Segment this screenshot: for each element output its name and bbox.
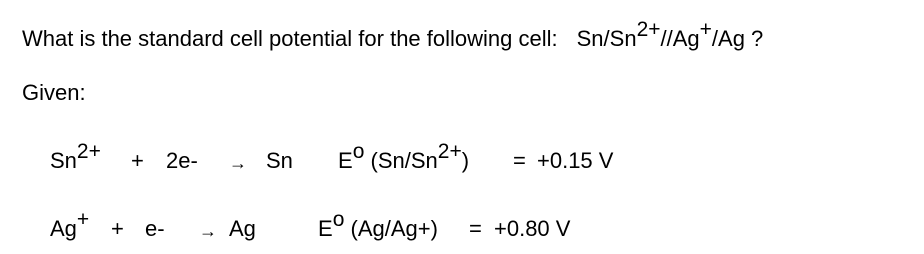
question-line (22, 18, 764, 52)
reactant-species: Sn (50, 148, 77, 173)
e-symbol: E (318, 216, 333, 241)
question-text: What is the standard cell potential for the following cell: (22, 26, 558, 51)
cell-end: /Ag ? (711, 26, 764, 51)
cell-separator: //Ag (660, 26, 700, 51)
e-symbol: E (338, 148, 353, 173)
electrons: e- (145, 216, 165, 241)
reaction-arrow: → (199, 221, 217, 241)
couple-open: (Sn/Sn (370, 148, 438, 173)
standard-potential-label (318, 208, 438, 242)
couple-close: ) (461, 148, 470, 173)
potential-value: +0.80 V (494, 216, 571, 241)
half-reaction-ag (0, 208, 924, 242)
reactant-species: Ag (50, 216, 77, 241)
degree-symbol: o (332, 208, 345, 231)
cell-sn: Sn/Sn (576, 26, 637, 51)
reactant-charge: 2+ (76, 140, 101, 163)
standard-potential-label (338, 140, 470, 174)
product: Sn (266, 148, 293, 173)
cell-notation (576, 18, 764, 51)
reaction-arrow: → (229, 153, 247, 173)
potential-value: +0.15 V (537, 148, 614, 173)
reactant (50, 208, 90, 242)
couple-charge: 2+ (437, 140, 462, 163)
plus-sign: + (131, 148, 144, 173)
given-label: Given: (22, 80, 86, 105)
half-reaction-sn (0, 140, 924, 174)
electrons: 2e- (166, 148, 198, 173)
reactant (50, 140, 101, 174)
equals-sign: = (469, 216, 482, 241)
reactant-charge: + (76, 208, 90, 231)
plus-sign: + (111, 216, 124, 241)
cell-sn-charge: 2+ (636, 18, 661, 41)
couple-text: (Ag/Ag+) (350, 216, 438, 241)
equals-sign: = (513, 148, 526, 173)
cell-ag-charge: + (699, 18, 712, 41)
product: Ag (229, 216, 256, 241)
degree-symbol: o (352, 140, 365, 163)
